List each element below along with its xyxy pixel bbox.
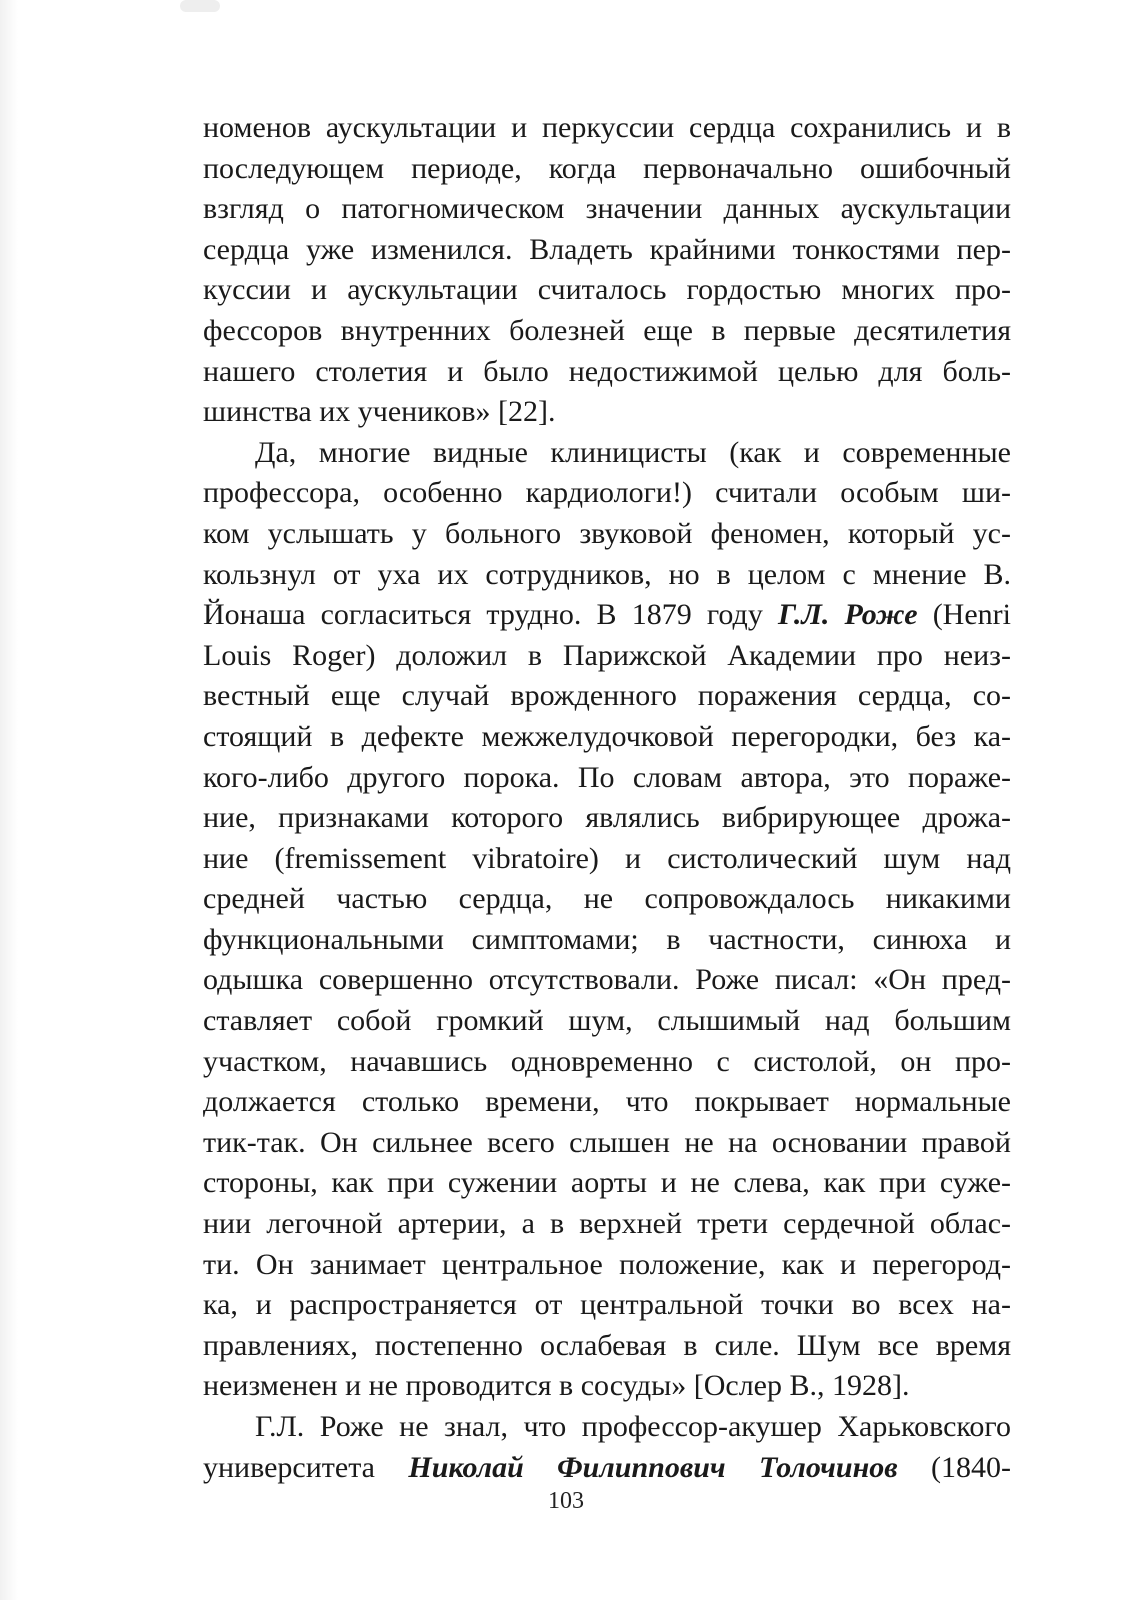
text-segment: шинства их учеников» [22]. <box>203 395 556 429</box>
paragraph <box>203 108 1011 433</box>
text-segment: ние (fremissement vibratoire) и систолический шум над <box>203 841 1011 875</box>
text-segment: ние, признаками которого являлись вибрирующее дрожа- <box>203 801 1011 835</box>
text-line <box>203 920 1011 961</box>
text-line <box>203 595 1011 636</box>
text-line <box>203 1001 1011 1042</box>
text-line <box>203 1082 1011 1123</box>
text-segment: кользнул от уха их сотрудников, но в целом с мнение В. <box>203 557 1011 591</box>
text-segment: Да, многие видные клиницисты (как и современные <box>255 435 1011 469</box>
text-line <box>203 1448 1011 1489</box>
text-segment: нашего столетия и было недостижимой целью для боль- <box>203 354 1011 388</box>
text-line <box>203 189 1011 230</box>
text-line <box>203 1163 1011 1204</box>
body-text <box>203 108 1011 1488</box>
text-segment: сердца уже изменился. Владеть крайними тонкостями пер- <box>203 232 1011 266</box>
text-segment: (Henri <box>917 598 1011 632</box>
text-line <box>203 514 1011 555</box>
text-line <box>203 879 1011 920</box>
text-line <box>203 1366 1011 1407</box>
scan-edge-shadow <box>0 0 18 1600</box>
text-segment: функциональными симптомами; в частности, синюха и <box>203 922 1011 956</box>
text-line <box>203 1407 1011 1448</box>
paragraph <box>203 1407 1011 1488</box>
text-line <box>203 1042 1011 1083</box>
text-segment: последующем периоде, когда первоначально ошибочный <box>203 151 1011 185</box>
text-line <box>203 473 1011 514</box>
text-segment: профессора, особенно кардиологи!) считали особым ши- <box>203 476 1011 510</box>
text-line <box>203 311 1011 352</box>
text-segment: взгляд о патогномическом значении данных аускультации <box>203 192 1011 226</box>
text-segment: (1840- <box>897 1450 1011 1484</box>
text-line <box>203 1123 1011 1164</box>
text-line <box>203 1245 1011 1286</box>
text-segment: тик-так. Он сильнее всего слышен не на основании правой <box>203 1125 1011 1159</box>
text-segment: вестный еще случай врожденного поражения сердца, со- <box>203 679 1011 713</box>
text-line <box>203 676 1011 717</box>
text-line <box>203 717 1011 758</box>
text-line <box>203 1285 1011 1326</box>
text-line <box>203 798 1011 839</box>
text-line <box>203 230 1011 271</box>
text-line <box>203 1326 1011 1367</box>
text-line <box>203 758 1011 799</box>
scan-artifact <box>180 0 220 12</box>
paragraph <box>203 433 1011 1407</box>
text-segment: ти. Он занимает центральное положение, как и перегород- <box>203 1247 1011 1281</box>
text-segment: средней частью сердца, не сопровождалось никакими <box>203 882 1011 916</box>
text-line <box>203 636 1011 677</box>
text-line <box>203 1204 1011 1245</box>
text-segment: университета <box>203 1450 409 1484</box>
emphasized-name: Николай Филиппович Толочинов <box>408 1450 898 1484</box>
text-line <box>203 839 1011 880</box>
text-segment: должается столько времени, что покрывает нормальные <box>203 1085 1011 1119</box>
text-segment: Йонаша согласиться трудно. В 1879 году <box>203 598 778 632</box>
text-line <box>203 352 1011 393</box>
text-line <box>203 555 1011 596</box>
text-line <box>203 433 1011 474</box>
emphasized-name: Г.Л. Роже <box>777 598 918 632</box>
text-segment: правлениях, постепенно ослабевая в силе. Шум все время <box>203 1328 1011 1362</box>
text-line <box>203 108 1011 149</box>
text-segment: Г.Л. Роже не знал, что профессор-акушер Харьковского <box>255 1410 1011 1443</box>
text-segment: номенов аускультации и перкуссии сердца сохранились и в <box>203 111 1011 144</box>
text-segment: одышка совершенно отсутствовали. Роже писал: «Он пред- <box>203 963 1011 997</box>
text-line <box>203 960 1011 1001</box>
text-segment: кого-либо другого порока. По словам автора, это пораже- <box>203 760 1011 794</box>
text-segment: ка, и распространяется от центральной точки во всех на- <box>203 1288 1011 1322</box>
text-segment: фессоров внутренних болезней еще в первые десятилетия <box>203 313 1011 347</box>
text-line <box>203 149 1011 190</box>
text-line <box>203 392 1011 433</box>
text-line <box>203 270 1011 311</box>
text-segment: ставляет собой громкий шум, слышимый над большим <box>203 1004 1011 1038</box>
text-segment: ком услышать у больного звуковой феномен, который ус- <box>203 516 1011 550</box>
text-segment: куссии и аускультации считалось гордостью многих про- <box>203 273 1011 307</box>
text-segment: стоящий в дефекте межжелудочковой перегородки, без ка- <box>203 719 1011 753</box>
text-segment: стороны, как при сужении аорты и не слева, как при суже- <box>203 1166 1011 1200</box>
text-segment: неизменен и не проводится в сосуды» [Ослер В., 1928]. <box>203 1369 910 1403</box>
text-segment: Louis Roger) доложил в Парижской Академии про неиз- <box>203 638 1011 672</box>
page-number: 103 <box>548 1488 584 1514</box>
text-segment: нии легочной артерии, а в верхней трети сердечной облас- <box>203 1207 1011 1241</box>
text-segment: участком, начавшись одновременно с систолой, он про- <box>203 1044 1011 1078</box>
